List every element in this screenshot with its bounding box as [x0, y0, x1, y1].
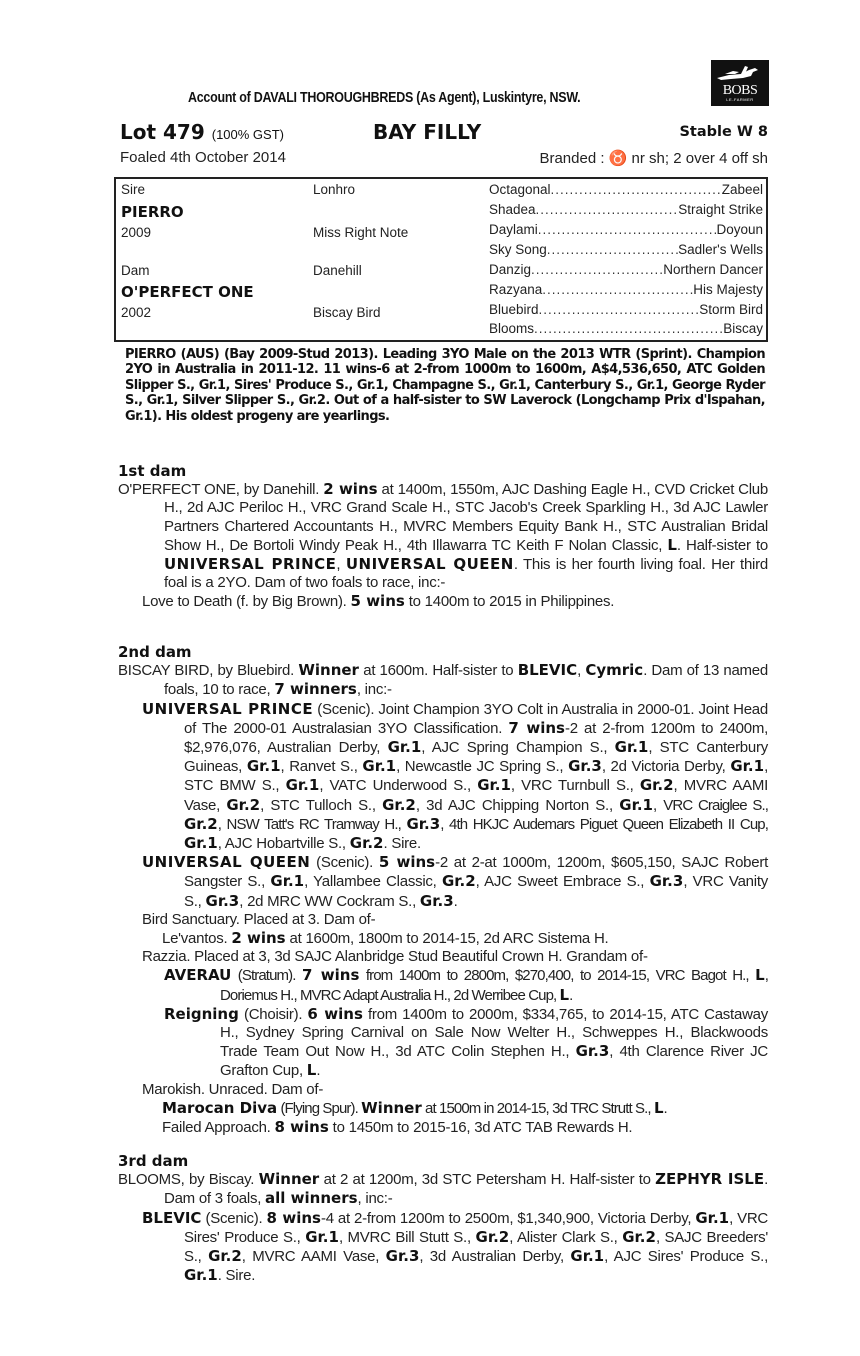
group-tag: Gr.2	[349, 834, 384, 853]
group-tag: Gr.1	[184, 1266, 218, 1285]
text: , SAJC Breeders' S.,	[184, 1228, 769, 1266]
group-tag: Gr.1	[305, 1227, 339, 1246]
grandparent-row	[489, 262, 763, 277]
dam-year: 2002	[121, 305, 152, 320]
logo-brand: BOBS	[722, 83, 758, 98]
wins-bold: 5 wins	[350, 592, 405, 611]
text: , Newcastle JC Spring S.,	[396, 758, 569, 776]
text: (Stratum).	[231, 967, 302, 985]
wins-bold: 2 wins	[231, 929, 286, 948]
text: , MVRC AAMI Vase,	[241, 1248, 386, 1266]
wins-bold: 5 wins	[378, 853, 436, 872]
gg-sire: Razyana	[489, 282, 543, 297]
text: , AJC Hobartville S.,	[217, 835, 350, 853]
text: , VATC Underwood S.,	[319, 777, 478, 795]
text: , AJC Spring Champion S.,	[421, 739, 615, 757]
text: , AJC Sires' Produce S.,	[604, 1248, 768, 1266]
horse-name: AVERAU	[164, 966, 232, 985]
group-tag: Gr.2	[184, 814, 218, 833]
group-tag: Gr.1	[730, 757, 765, 776]
sire-name: PIERRO	[121, 203, 184, 221]
text: , NSW Tatt's RC Tramway H.,	[217, 815, 407, 833]
lot-number	[120, 120, 284, 144]
text: , 4th Clarence River JC Grafton Cup,	[220, 1043, 768, 1080]
third-dam-section	[118, 1152, 768, 1285]
group-tag: Gr.1	[270, 872, 305, 891]
text: , MVRC AAMI Vase,	[184, 777, 769, 814]
progeny-entry-reigning	[118, 1005, 768, 1081]
leader-dots	[538, 222, 717, 237]
gst-note: (100% GST)	[211, 127, 284, 142]
stakes-winner-name: BLEVIC	[517, 661, 578, 680]
text: , 3d AJC Chipping Norton S.,	[415, 796, 620, 814]
group-tag: Gr.1	[246, 757, 281, 776]
progeny-entry	[118, 592, 768, 611]
listed-tag: L	[653, 1098, 664, 1117]
gg-dam-sire: Northern Dancer	[663, 262, 763, 277]
grandparent-row	[489, 321, 763, 336]
progeny-entry-universal-queen	[118, 853, 768, 911]
group-tag: Gr.3	[419, 891, 454, 910]
group-tag: Gr.1	[695, 1208, 730, 1227]
progeny-entry-failed-approach	[118, 1118, 768, 1137]
text: . This is her fourth living foal. Her third foal is a 2YO. Dam of two foals to race, inc:-	[164, 556, 768, 592]
text: at 2 at 1200m, 3d STC Petersham H. Half-sister to	[319, 1171, 656, 1189]
wins-bold: 2 wins	[323, 480, 378, 499]
text: , Ranvet S.,	[280, 758, 363, 776]
text: . Sire.	[217, 1267, 256, 1285]
text: from 1400m to 2800m, $270,400, to 2014-15, VRC Bagot H.,	[359, 967, 756, 985]
gg-sire: Shadea	[489, 202, 536, 217]
group-tag: Gr.3	[385, 1247, 420, 1266]
gg-dam-sire: Zabeel	[721, 182, 763, 197]
text: , MVRC Bill Stutt S.,	[338, 1228, 476, 1246]
listed-tag: L	[755, 966, 765, 985]
second-dam-section	[118, 643, 768, 1137]
first-dam-heading: 1st dam	[118, 462, 187, 480]
text: to 1450m to 2015-16, 3d ATC TAB Rewards H.	[328, 1119, 633, 1137]
group-tag: Gr.1	[614, 738, 649, 757]
text: , 3d Australian Derby,	[419, 1248, 571, 1266]
dam-name: O'PERFECT ONE	[121, 283, 254, 301]
text: -2 at 2-at 1000m, 1200m, $605,150, SAJC Robert Sangster S.,	[184, 854, 769, 891]
text: at 1600m. Half-sister to	[358, 662, 518, 680]
horse-name: UNIVERSAL QUEEN	[142, 853, 311, 872]
first-dam-section	[118, 462, 768, 612]
wins-bold: 7 wins	[508, 718, 565, 737]
group-tag: Gr.1	[570, 1247, 605, 1266]
sire-summary: PIERRO (AUS) (Bay 2009-Stud 2013). Leading 3YO Male on the 2013 WTR (Sprint). Champion 2YO in Australia in 2011-12. 11 wins-6 at 2-from 1000m to 1600m, A$4,536,650, ATC Golden Slipper S., Gr.1, Sires' Produce S., Gr.1, Champagne S., Gr.1, Canterbury S., Gr.1, George Ryder S., Gr.1, Silver Slipper S., Gr.2. Out of a half-sister to SW Laverock (Longchamp Prix d'Ispahan, Gr.1). His oldest progeny are yearlings.	[125, 347, 765, 424]
text: , STC BMW S.,	[184, 758, 768, 795]
text: O'PERFECT ONE, by Danehill.	[118, 481, 324, 499]
text: , STC Tulloch S.,	[260, 796, 383, 814]
text: . Dam of 3 foals,	[164, 1171, 768, 1208]
dam-dam: Biscay Bird	[313, 305, 381, 320]
text: , VRC Sires' Produce S.,	[184, 1209, 769, 1246]
progeny-entry-universal-prince	[118, 700, 768, 854]
horse-name: BLEVIC	[142, 1208, 202, 1227]
wins-bold: 8 wins	[274, 1118, 329, 1137]
sire-year: 2009	[121, 225, 152, 240]
gg-dam-sire: Biscay	[723, 321, 763, 336]
text: ,	[336, 556, 346, 574]
winner-bold: Winner	[298, 661, 359, 680]
branded-text: nr sh; 2 over 4 off sh	[631, 150, 768, 167]
text: , 2d Victoria Derby,	[601, 758, 731, 776]
text: .	[663, 1099, 667, 1117]
foaled-date: Foaled 4th October 2014	[120, 149, 286, 166]
gg-dam-sire: His Majesty	[693, 282, 763, 297]
foal-info-row	[120, 149, 768, 169]
pedigree-table	[114, 177, 768, 342]
gg-sire: Sky Song	[489, 242, 547, 257]
winners-count: 7 winners	[274, 680, 357, 699]
second-dam-record	[118, 661, 768, 699]
grandparent-row	[489, 182, 763, 197]
stakes-winner-name: UNIVERSAL PRINCE	[164, 555, 337, 574]
text: (Scenic).	[310, 854, 379, 872]
text: , VRC Vanity S.,	[184, 873, 768, 910]
wins-bold: 8 wins	[266, 1208, 321, 1227]
text: (Flying Spur).	[277, 1099, 362, 1117]
lot-label: Lot 479	[120, 120, 205, 144]
gg-sire: Bluebird	[489, 302, 539, 317]
group-tag: Gr.3	[406, 814, 441, 833]
gg-sire: Blooms	[489, 321, 535, 336]
gg-dam-sire: Straight Strike	[678, 202, 763, 217]
sire-label: Sire	[121, 182, 146, 197]
winner-bold: Winner	[361, 1098, 422, 1117]
progeny-entry-levantos	[118, 929, 768, 948]
progeny-entry-bird-sanctuary: Bird Sanctuary. Placed at 3. Dam of-	[142, 910, 376, 928]
text: , STC Canterbury Guineas,	[184, 739, 768, 776]
leader-dots	[551, 182, 722, 197]
listed-tag: L	[306, 1061, 317, 1080]
winners-count: all winners	[265, 1189, 358, 1208]
horse-name: UNIVERSAL PRINCE	[142, 699, 314, 718]
text: , Alister Clark S.,	[509, 1228, 623, 1246]
leader-dots	[531, 262, 663, 277]
bobs-logo	[711, 60, 769, 106]
gg-dam-sire: Storm Bird	[699, 302, 763, 317]
text: , Doriemus H., MVRC Adapt Australia H., 2d Werribee Cup,	[220, 967, 768, 1004]
listed-tag: L	[667, 535, 677, 554]
text: , Yallambee Classic,	[304, 873, 442, 891]
sire-dam: Miss Right Note	[313, 225, 409, 240]
horse-sex-colour: BAY FILLY	[373, 120, 482, 144]
horse-name: Reigning	[164, 1004, 239, 1023]
third-dam-heading: 3rd dam	[118, 1152, 189, 1170]
wins-bold: 7 wins	[301, 966, 360, 985]
group-tag: Gr.3	[649, 872, 684, 891]
stable-location: Stable W 8	[679, 124, 768, 140]
second-dam-heading: 2nd dam	[118, 643, 192, 661]
progeny-entry-razzia: Razzia. Placed at 3, 3d SAJC Alanbridge Stud Beautiful Crown H. Grandam of-	[142, 948, 648, 966]
text: at 1600m, 1800m to 2014-15, 2d ARC Sistema H.	[285, 930, 609, 948]
logo-sub: LE-FARMER	[726, 97, 754, 102]
grandparent-row	[489, 302, 763, 317]
gg-sire: Octagonal	[489, 182, 551, 197]
text: . Half-sister to	[676, 536, 768, 554]
group-tag: Gr.3	[575, 1042, 610, 1061]
group-tag: Gr.1	[477, 776, 511, 795]
text: ,	[577, 662, 586, 680]
listed-tag: L	[559, 985, 570, 1004]
first-dam-record	[118, 480, 768, 592]
text: , VRC Turnbull S.,	[510, 777, 640, 795]
dam-label: Dam	[121, 263, 150, 278]
leader-dots	[542, 282, 693, 297]
winner-bold: Winner	[258, 1170, 320, 1189]
group-tag: Gr.2	[639, 776, 674, 795]
leader-dots	[534, 321, 723, 336]
text: .	[453, 892, 458, 910]
gg-sire: Daylami	[489, 222, 538, 237]
text: Failed Approach.	[162, 1119, 275, 1137]
text: , inc:-	[356, 681, 392, 699]
progeny-entry-blevic	[118, 1209, 768, 1286]
gg-sire: Danzig	[489, 262, 532, 277]
lot-header	[120, 120, 768, 146]
third-dam-record	[118, 1170, 768, 1208]
grandparent-row	[489, 242, 763, 257]
dam-sire: Danehill	[313, 263, 362, 278]
text: Le'vantos.	[162, 930, 232, 948]
progeny-entry-marokish: Marokish. Unraced. Dam of-	[142, 1080, 324, 1098]
group-tag: Gr.1	[362, 757, 397, 776]
text: , inc:-	[357, 1190, 393, 1208]
horse-icon	[711, 62, 761, 84]
grandparent-row	[489, 282, 763, 297]
text: , 4th HKJC Audemars Piguet Queen Elizabeth II Cup,	[440, 815, 768, 833]
text: . Dam of 13 named foals, 10 to race,	[164, 662, 768, 699]
branded-label: Branded :	[539, 150, 605, 167]
stakes-winner-name: ZEPHYR ISLE	[655, 1170, 765, 1189]
grandparent-row	[489, 222, 763, 237]
sire-sire: Lonhro	[313, 182, 356, 197]
text: Love to Death (f. by Big Brown).	[142, 593, 351, 611]
text: from 1400m to 2000m, $334,765, to 2014-15, ATC Castaway H., Sydney Spring Carnival on Sale Now Welter H., Schweppes H., Blackwoods Trade Team Out Now H., 3d ATC Colin Stephen H.,	[220, 1005, 768, 1061]
leader-dots	[547, 242, 678, 257]
group-tag: Gr.2	[622, 1227, 656, 1246]
text: at 1400m, 1550m, AJC Dashing Eagle H., CVD Cricket Club H., 2d AJC Periloc H., VRC Grand Scale H., STC Jacob's Creek Sparkling H., 3d AJC Lawler Partners Chartered Accountants H., MVRC Members Equity Bank H., STC Australian Bridal Show H., De Bortoli Windy Peak H., 4th Illawarra TC Keith F Nolan Classic,	[164, 481, 768, 554]
text: at 1500m in 2014-15, 3d TRC Strutt S.,	[421, 1099, 654, 1117]
text: -4 at 2-from 1200m to 2500m, $1,340,900, Victoria Derby,	[320, 1209, 696, 1227]
wins-bold: 6 wins	[307, 1004, 363, 1023]
group-tag: Gr.2	[475, 1227, 510, 1246]
group-tag: Gr.1	[619, 795, 653, 814]
gg-dam-sire: Doyoun	[716, 222, 763, 237]
group-tag: Gr.1	[387, 738, 422, 757]
grandparent-row	[489, 202, 763, 217]
group-tag: Gr.1	[285, 776, 320, 795]
stakes-winner-name: UNIVERSAL QUEEN	[345, 555, 514, 574]
brand-description	[539, 149, 768, 167]
text: (Scenic). Joint Champion 3YO Colt in Australia in 2000-01. Joint Head of The 2000-01 Australasian 3YO Classification.	[184, 700, 768, 737]
text: VRC Craiglee S.,	[663, 796, 768, 814]
brand-mark-icon: ♉	[608, 149, 628, 167]
text: .	[316, 1062, 321, 1080]
group-tag: Gr.1	[184, 834, 218, 853]
gg-dam-sire: Sadler's Wells	[678, 242, 763, 257]
text: (Scenic).	[201, 1209, 267, 1227]
group-tag: Gr.2	[382, 795, 416, 814]
progeny-entry-marocan-diva	[118, 1099, 768, 1118]
horse-name: Marocan Diva	[162, 1098, 278, 1117]
vendor-account: Account of DAVALI THOROUGHBREDS (As Agent), Luskintyre, NSW.	[188, 90, 581, 106]
group-tag: Gr.3	[568, 757, 602, 776]
text: to 1400m to 2015 in Philippines.	[404, 593, 615, 611]
progeny-entry-averau	[118, 966, 768, 1004]
group-tag: Gr.2	[208, 1247, 242, 1266]
stakes-winner-name: Cymric	[585, 661, 644, 680]
group-tag: Gr.2	[441, 872, 476, 891]
group-tag: Gr.2	[226, 795, 261, 814]
text: , 2d MRC WW Cockram S.,	[239, 892, 420, 910]
text: -2 at 2-from 1200m to 2400m, $2,976,076, Australian Derby,	[184, 719, 769, 757]
leader-dots	[539, 302, 700, 317]
group-tag: Gr.3	[205, 891, 240, 910]
text: (Choisir).	[238, 1005, 308, 1023]
text: . Sire.	[383, 835, 421, 853]
text: BISCAY BIRD, by Bluebird.	[118, 662, 299, 680]
text: BLOOMS, by Biscay.	[118, 1171, 259, 1189]
text: ,	[652, 796, 664, 814]
text: , AJC Sweet Embrace S.,	[475, 873, 650, 891]
text: .	[569, 986, 574, 1004]
leader-dots	[536, 202, 679, 217]
